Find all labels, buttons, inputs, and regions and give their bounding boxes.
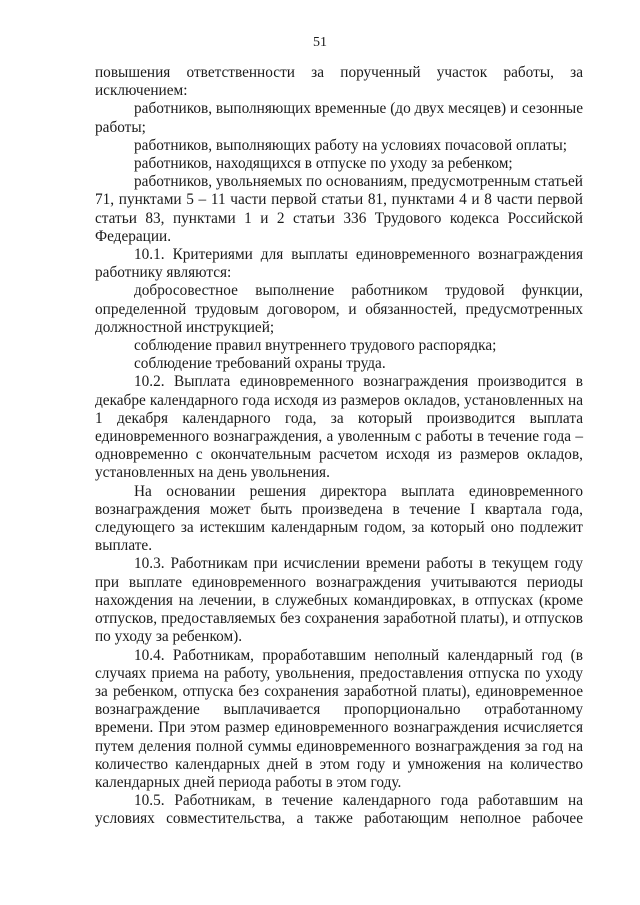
paragraph: соблюдение правил внутреннего трудового распорядка; <box>134 337 497 355</box>
paragraph: 10.4. Работникам, проработавшим неполный календарный год (в случаях приема на работу, увольнения, предоставления отпуска по уходу за ребенком, отпуска без сохранения заработной платы), единовременное вознаграждение выплачивается пропорционально отработанному времени. При этом размер единовременного вознаграждения исчисляется путем деления полной суммы единовременного вознаграждения за год на количество календарных дней в этом году и умножения на количество календарных дней периода работы в этом году. <box>95 646 583 791</box>
paragraph: соблюдение требований охраны труда. <box>134 355 386 373</box>
paragraph: 10.2. Выплата единовременного вознаграждения производится в декабре календарного года исходя из размеров окладов, установленных на 1 декабря календарного года, за который производится выплата единовременного вознаграждения, а уволенным с работы в течение года – одновременно с окончательным расчетом исходя из размеров окладов, установленных на день увольнения. <box>95 373 583 482</box>
paragraph: работников, выполняющих работу на условиях почасовой оплаты; <box>134 136 568 154</box>
paragraph: 10.1. Критериями для выплаты единовременного вознаграждения работнику являются: <box>95 246 583 282</box>
paragraph: повышения ответственности за порученный участок работы, за исключением: <box>95 64 583 100</box>
paragraph: работников, выполняющих временные (до двух месяцев) и сезонные работы; <box>95 100 583 136</box>
paragraph: На основании решения директора выплата единовременного вознаграждения может быть произведена в течение I квартала года, следующего за истекшим календарным годом, за который оно подлежит выплате. <box>95 482 583 555</box>
paragraph: 10.5. Работникам, в течение календарного года работавшим на условиях совместительства, а также работающим неполное рабочее <box>95 792 583 828</box>
paragraph: работников, находящихся в отпуске по уходу за ребенком; <box>134 155 513 173</box>
page-number: 51 <box>313 35 327 50</box>
paragraph: добросовестное выполнение работником трудовой функции, определенной трудовым договором, и обязанностей, предусмотренных должностной инструкцией; <box>95 282 583 336</box>
paragraph: 10.3. Работникам при исчислении времени работы в текущем году при выплате единовременного вознаграждения учитываются периоды нахождения на лечении, в служебных командировках, в отпусках (кроме отпусков, предоставляемых без сохранения заработной платы), и отпусков по уходу за ребенком). <box>95 555 583 646</box>
paragraph: работников, увольняемых по основаниям, предусмотренным статьей 71, пунктами 5 – 11 части первой статьи 81, пунктами 4 и 8 части первой статьи 83, пунктами 1 и 2 статьи 336 Трудового кодекса Российской Федерации. <box>95 173 583 245</box>
body-text <box>95 64 583 829</box>
